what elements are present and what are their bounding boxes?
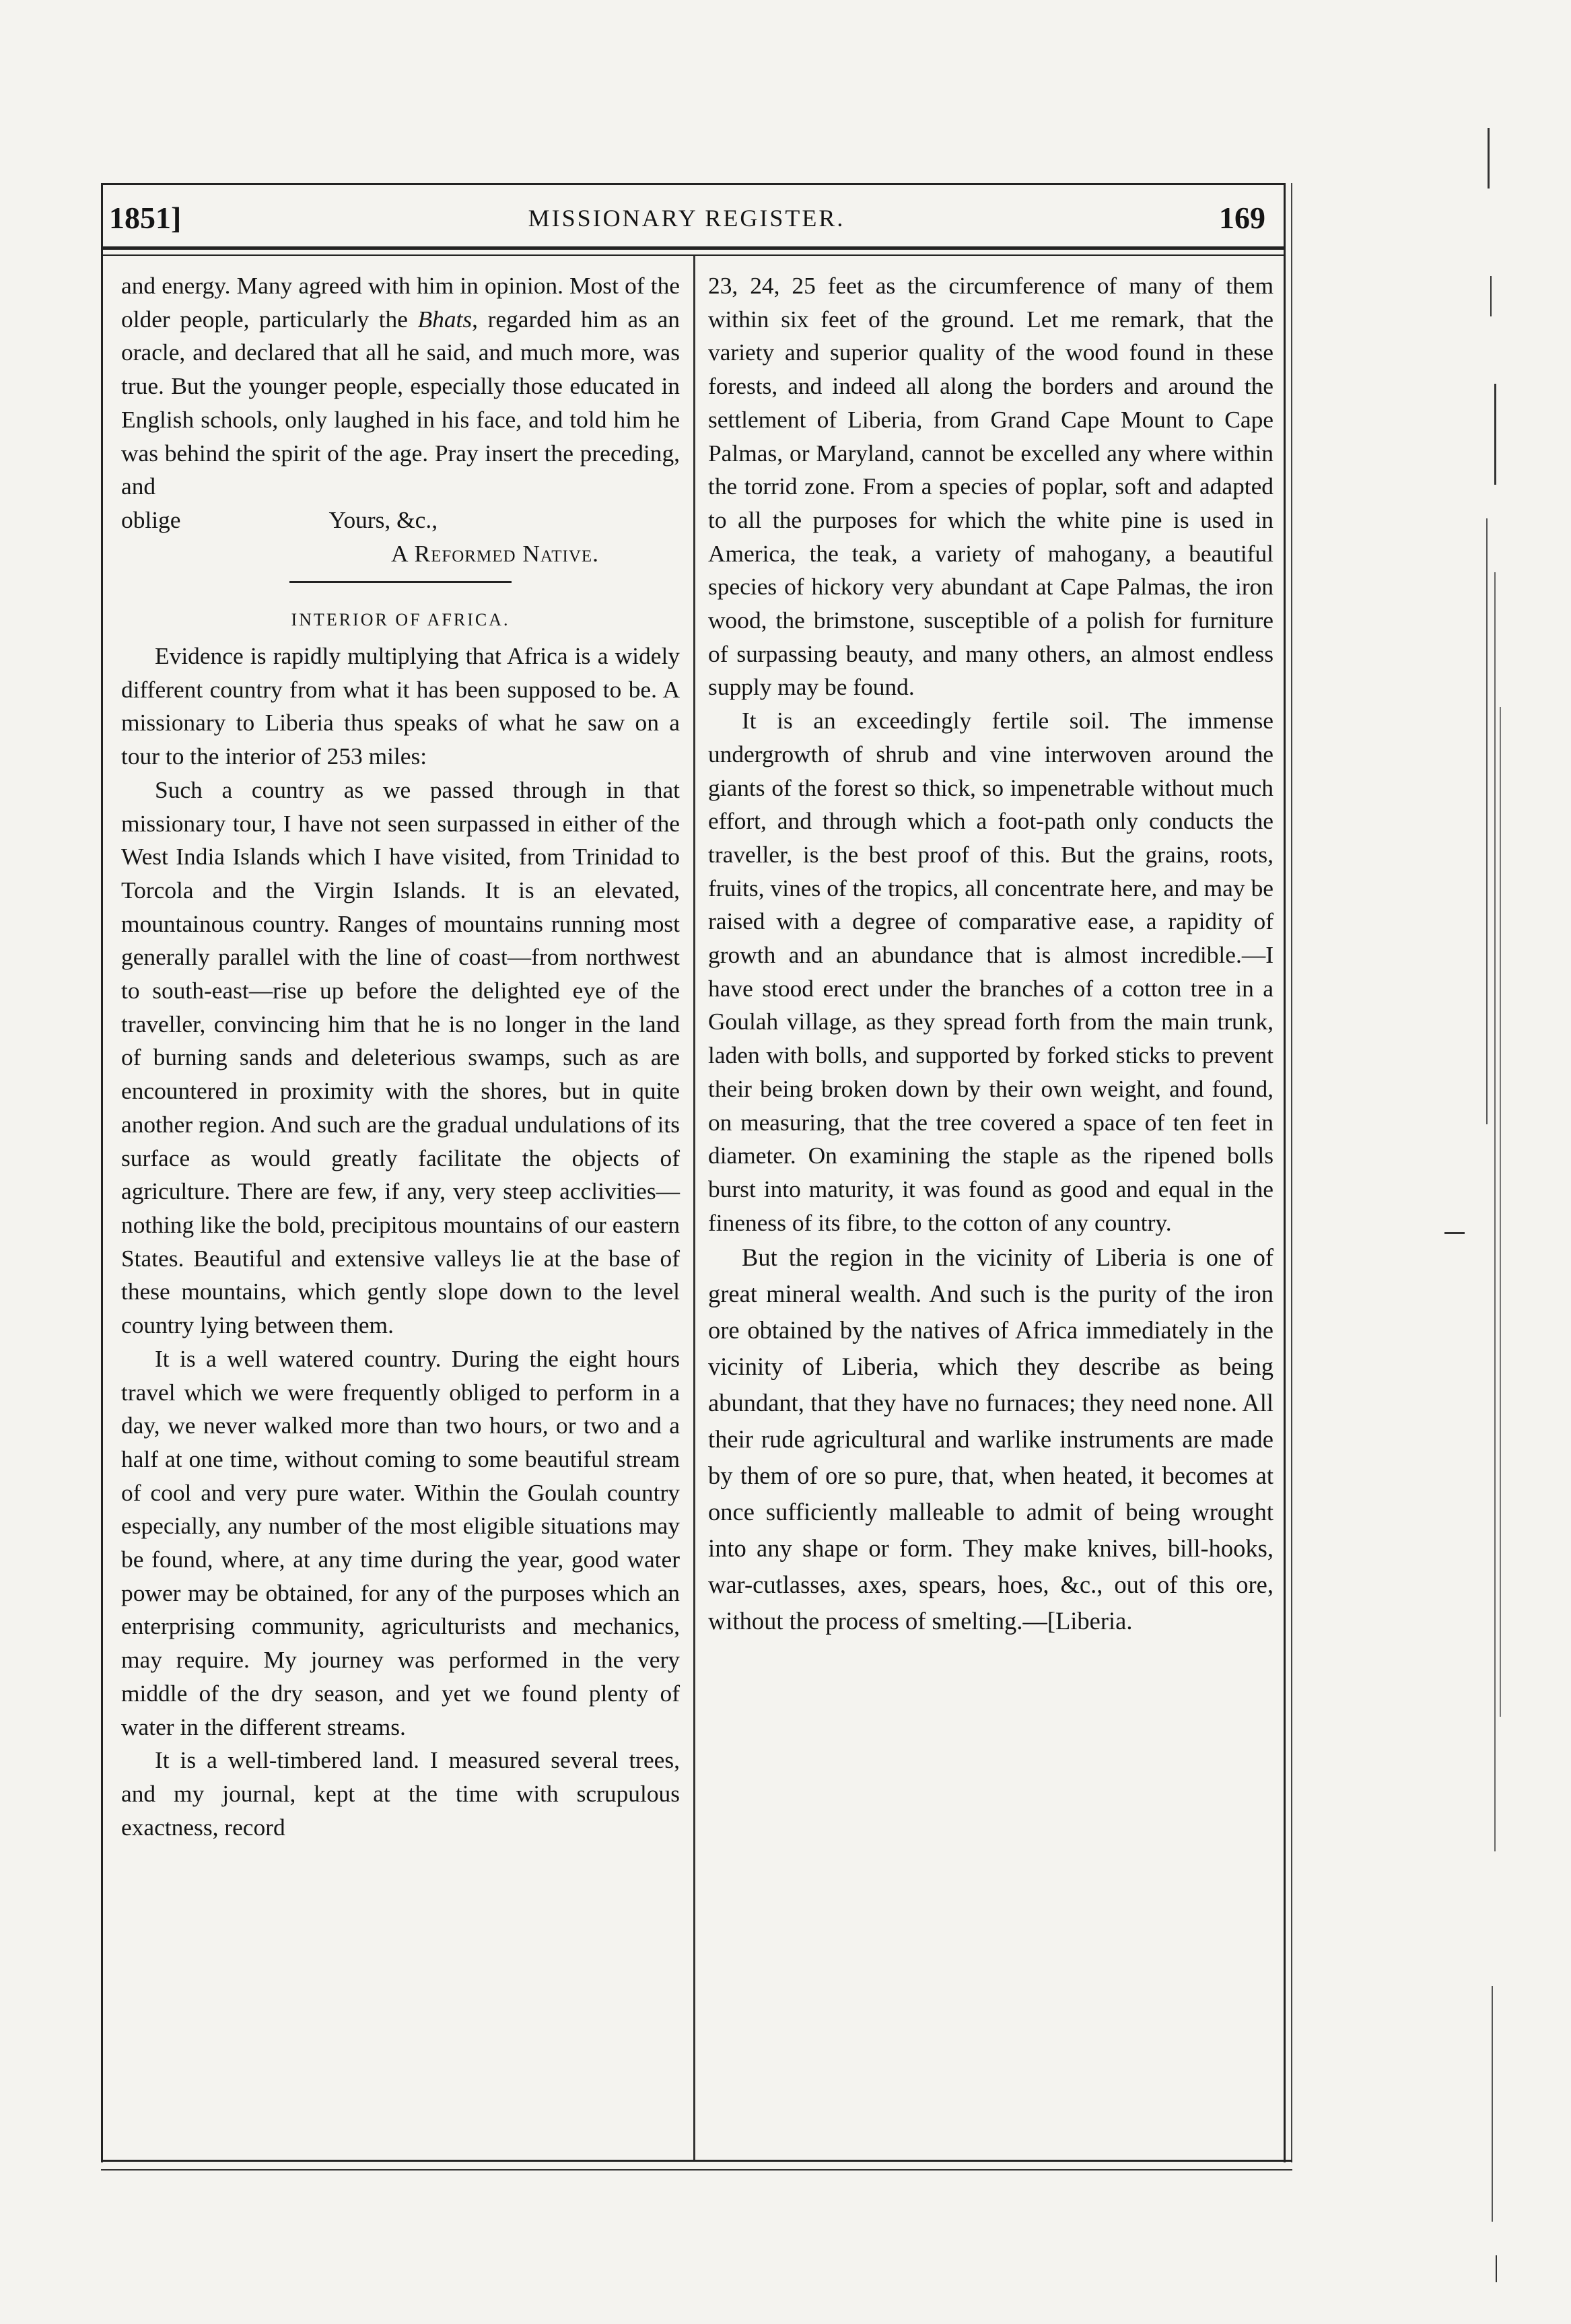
running-header xyxy=(101,190,1272,246)
paragraph: It is a well-timbered land. I measured several trees, and my journal, kept at the time with scrupulous exactness, record xyxy=(121,1746,680,1841)
frame-left-rule xyxy=(101,183,103,2162)
paragraph xyxy=(121,269,680,504)
paragraph: It is an exceedingly fertile soil. The immense undergrowth of shrub and vine interwoven around the giants of the forest so thick, so impenetrable without much effort, and through which a foot-path only conducts the traveller, is the best proof of this. But the grains, roots, fruits, vines of the tropics, all concentrate here, and may be raised with a degree of comparative ease, a rapidity of growth and an abundance that is almost incredible.—I have stood erect under the branches of a cotton tree in a Goulah village, as they spread forth from the main trunk, laden with bolls, and supported by forked sticks to prevent their being broken down by their own weight, and found, on measuring, that the tree covered a space of ten feet in diameter. On examining the staple as the ripened bolls burst into maturity, it was found as good and equal in the fineness of its fibre, to the cotton of any country. xyxy=(708,707,1273,1236)
signoff-yours: Yours, &c., xyxy=(328,506,438,533)
right-column xyxy=(708,269,1273,1639)
section-heading: INTERIOR OF AFRICA. xyxy=(291,610,510,630)
signoff-oblige: oblige xyxy=(121,506,181,533)
header-title: MISSIONARY REGISTER. xyxy=(528,205,845,232)
paragraph: But the region in the vicinity of Liberia is one of great mineral wealth. And such is the purity of the iron ore obtained by the natives of Africa immediately in the vicinity of Liberia, which they describe as being abundant, that they have no furnaces; they need none. All their rude agricultural and warlike instruments are made by them of ore so pure, that, when heated, it becomes at once sufficiently malleable to admit of being wrought into any shape or form. They make knives, bill-hooks, war-cutlasses, axes, spears, hoes, &c., out of this ore, without the process of smelting.—[Liberia. xyxy=(708,1243,1273,1635)
scan-margin-artifacts xyxy=(1447,101,1528,2289)
section-separator-rule xyxy=(289,581,512,583)
footer-rule xyxy=(101,2160,1292,2162)
column-divider xyxy=(693,256,695,2161)
paragraph: It is a well watered country. During the eight hours travel which we were frequently obliged to perform in a day, we never walked more than two hours, or two and a half at one time, without coming to some beautiful stream of cool and very pure water. Within the Goulah country especially, any number of the most eligible situations may be found, where, at any time during the year, good water power may be obtained, for any of the purposes which an enterprising community, agriculturists and mechanics, may require. My journey was performed in the very middle of the dry season, and yet we found plenty of water in the different streams. xyxy=(121,1344,680,1740)
paragraph: 23, 24, 25 feet as the circumference of many of them within six feet of the ground. Let me remark, that the variety and superior quality of the wood found in these forests, and indeed all along the borders and around the settlement of Liberia, from Grand Cape Mount to Cape Palmas, or Maryland, cannot be excelled any where within the torrid zone. From a species of poplar, soft and adapted to all the purposes for which the white pine is used in America, the teak, a variety of mahogany, a beautiful species of hickory very abundant at Cape Palmas, the iron wood, the brimstone, susceptible of a polish for furniture of surpassing beauty, and many others, an almost endless supply may be found. xyxy=(708,272,1273,701)
header-top-rule xyxy=(101,183,1286,185)
signature: A Reformed Native. xyxy=(391,539,599,567)
footer-rule-thin xyxy=(101,2169,1292,2171)
paragraph: Evidence is rapidly multiplying that Africa is a widely different country from what it has been supposed to be. A missionary to Liberia thus speaks of what he saw on a tour to the interior of 253 miles: xyxy=(121,642,680,770)
frame-right-rule-outer xyxy=(1291,183,1292,2162)
italic-text: Bhats xyxy=(417,305,473,333)
header-year: 1851] xyxy=(109,201,182,235)
text-run: , regarded him as an oracle, and declared that all he said, and much more, was true. But the younger people, especially those educated in English schools, only laughed in his face, and told him he was behind the spirit of the age. Pray insert the preceding, and xyxy=(121,305,680,500)
frame-right-rule xyxy=(1284,183,1286,2162)
header-bottom-rule xyxy=(101,246,1286,250)
text-run: and energy. Many agreed with him in opinion. Most of the older people, particularly the xyxy=(121,272,680,333)
paragraph: Such a country as we passed through in that missionary tour, I have not seen surpassed in either of the West India Islands which I have visited, from Trinidad to Torcola and the Virgin Islands. It is an elevated, mountainous country. Ranges of mountains running most generally parallel with the line of coast—from northwest to south-east—rise up before the delighted eye of the traveller, convincing him that he is no longer in the land of burning sands and deleterious swamps, such as are encountered in proximity with the shores, but in quite another region. And such are the gradual undulations of its surface as would greatly facilitate the objects of agriculture. There are few, if any, very steep acclivities—nothing like the bold, precipitous mountains of our eastern States. Beautiful and extensive valleys lie at the base of these mountains, which gently slope down to the level country lying between them. xyxy=(121,776,680,1339)
header-page-number: 169 xyxy=(1219,201,1265,235)
signoff-line xyxy=(121,504,680,537)
left-column xyxy=(121,269,680,1844)
